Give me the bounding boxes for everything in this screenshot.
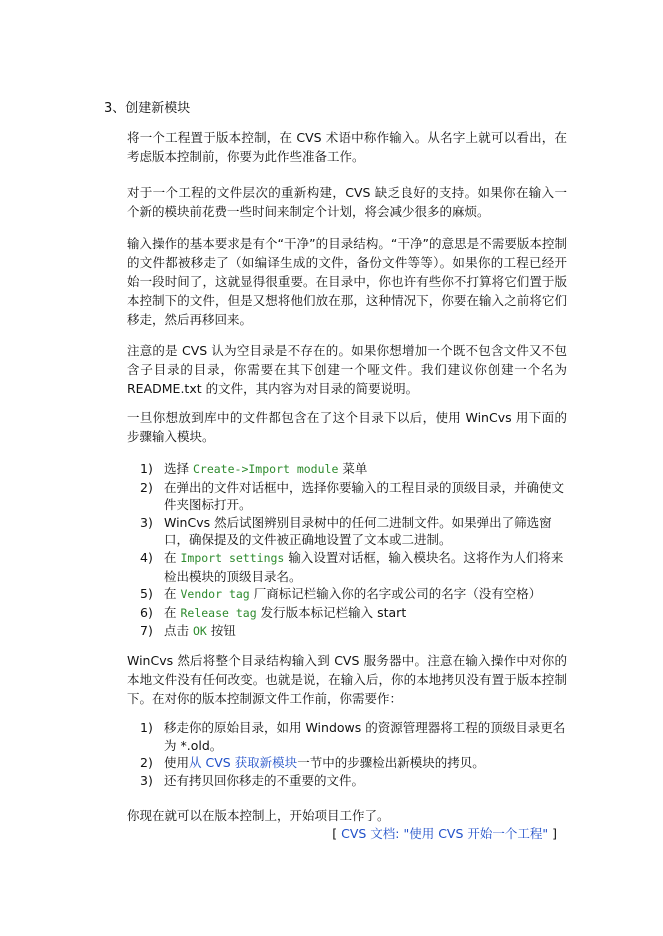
list-item-text: 按钮 bbox=[206, 623, 236, 639]
list-item-number: 1) bbox=[140, 720, 153, 735]
list-item-text: WinCvs 然后试图辨别目录树中的任何二进制文件。如果弹出了筛选窗口，确保提及的文件被正确地设置了文本或二进制。 bbox=[164, 514, 552, 548]
paragraph-start-working: 你现在就可以在版本控制上，开始项目工作了。 bbox=[127, 808, 390, 823]
list-item-text: 在弹出的文件对话框中，选择你要输入的工程目录的顶级目录，并确使文件夹图标打开。 bbox=[164, 479, 565, 513]
list-item-text: 厂商标记栏输入你的名字或公司的名字（没有空格） bbox=[249, 586, 542, 602]
release-tag-code: Release tag bbox=[180, 605, 257, 620]
list-item bbox=[140, 772, 568, 790]
list-item bbox=[140, 479, 568, 514]
paragraph-clean-directory: 输入操作的基本要求是有个“干净”的目录结构。“干净”的意思是不需要版本控制的文件都被移走了（如编译生成的文件，备份文件等等）。如果你的工程已经开始一段时间了，这就显得很重要。在目录中，你也许有些你不打算将它们置于版本控制下的文件，但是又想将他们放在那，这种情况下，你要在输入之前将它们移走，然后再移回来。 bbox=[127, 236, 567, 327]
list-item-number: 6) bbox=[140, 604, 153, 620]
list-item bbox=[140, 719, 568, 754]
list-item bbox=[140, 460, 568, 479]
paragraph-empty-directory: 注意的是 CVS 认为空目录是不存在的。如果你想增加一个既不包含文件又不包含子目录的目录，你需要在其下创建一个哑文件。我们建议你创建一个名为 README.txt 的文件，其内容为对目录的简要说明。 bbox=[127, 343, 567, 396]
list-item-text: 还有拷贝回你移走的不重要的文件。 bbox=[164, 772, 365, 788]
list-item-text: 发行版本标记栏输入 start bbox=[256, 604, 407, 620]
checkout-section-link[interactable]: 从 CVS 获取新模块 bbox=[189, 755, 298, 771]
cvs-docs-reference-link[interactable]: CVS 文档: "使用 CVS 开始一个工程" bbox=[341, 826, 549, 841]
paragraph-import-intro: 将一个工程置于版本控制，在 CVS 术语中称作输入。从名字上就可以看出，在考虑版本控制前，你要为此作些准备工作。 bbox=[127, 130, 567, 164]
list-item-number: 3) bbox=[140, 514, 153, 530]
list-item bbox=[140, 622, 568, 641]
ok-button-code: OK bbox=[192, 624, 207, 639]
section-heading: 3、创建新模块 bbox=[104, 101, 191, 116]
list-item bbox=[140, 585, 568, 604]
list-item-text: 点击 bbox=[164, 623, 193, 639]
list-item-text: 选择 bbox=[164, 461, 193, 476]
list-item-text: 菜单 bbox=[338, 461, 368, 476]
list-item-text: 移走你的原始目录，如用 Windows 的资源管理器将工程的顶级目录更名为 *.old。 bbox=[164, 720, 566, 753]
list-item-number: 5) bbox=[140, 586, 153, 602]
list-item-text: 在 bbox=[164, 604, 181, 620]
list-item bbox=[140, 549, 568, 585]
import-steps-list bbox=[140, 460, 568, 641]
list-item-number: 1) bbox=[140, 461, 153, 476]
dialog-name-code: Import settings bbox=[180, 550, 285, 565]
list-item-number: 7) bbox=[140, 623, 153, 639]
list-item-text: 在 bbox=[164, 586, 181, 602]
list-item-number: 4) bbox=[140, 549, 153, 565]
menu-path-code: Create->Import module bbox=[192, 462, 339, 476]
paragraph-structure-planning: 对于一个工程的文件层次的重新构建，CVS 缺乏良好的支持。如果你在输入一个新的模块前花费一些时间来制定个计划，将会减少很多的麻烦。 bbox=[127, 185, 567, 219]
post-import-steps-list bbox=[140, 719, 568, 789]
bracket-close: ] bbox=[548, 826, 557, 841]
list-item bbox=[140, 754, 568, 772]
vendor-tag-code: Vendor tag bbox=[180, 587, 250, 602]
bracket-open: [ bbox=[332, 826, 342, 841]
paragraph-import-steps-intro: 一旦你想放到库中的文件都包含在了这个目录下以后，使用 WinCvs 用下面的步骤输入模块。 bbox=[127, 410, 567, 444]
list-item-text: 一节中的步骤检出新模块的拷贝。 bbox=[297, 755, 485, 771]
list-item-text: 在 bbox=[164, 549, 181, 565]
list-item bbox=[140, 604, 568, 623]
paragraph-after-import: WinCvs 然后将整个目录结构输入到 CVS 服务器中。注意在输入操作中对你的本地文件没有任何改变。也就是说，在输入后，你的本地拷贝没有置于版本控制下。在对你的版本控制源文件工作前，你需要作： bbox=[127, 653, 567, 706]
list-item-text: 使用 bbox=[164, 755, 190, 771]
reference-line bbox=[332, 824, 557, 842]
list-item-number: 2) bbox=[140, 755, 153, 771]
list-item-text: 输入设置对话框，输入模块名。这将作为人们将来检出模块的顶级目录名。 bbox=[164, 549, 564, 584]
list-item-number: 2) bbox=[140, 479, 153, 495]
list-item bbox=[140, 514, 568, 549]
list-item-number: 3) bbox=[140, 772, 153, 788]
